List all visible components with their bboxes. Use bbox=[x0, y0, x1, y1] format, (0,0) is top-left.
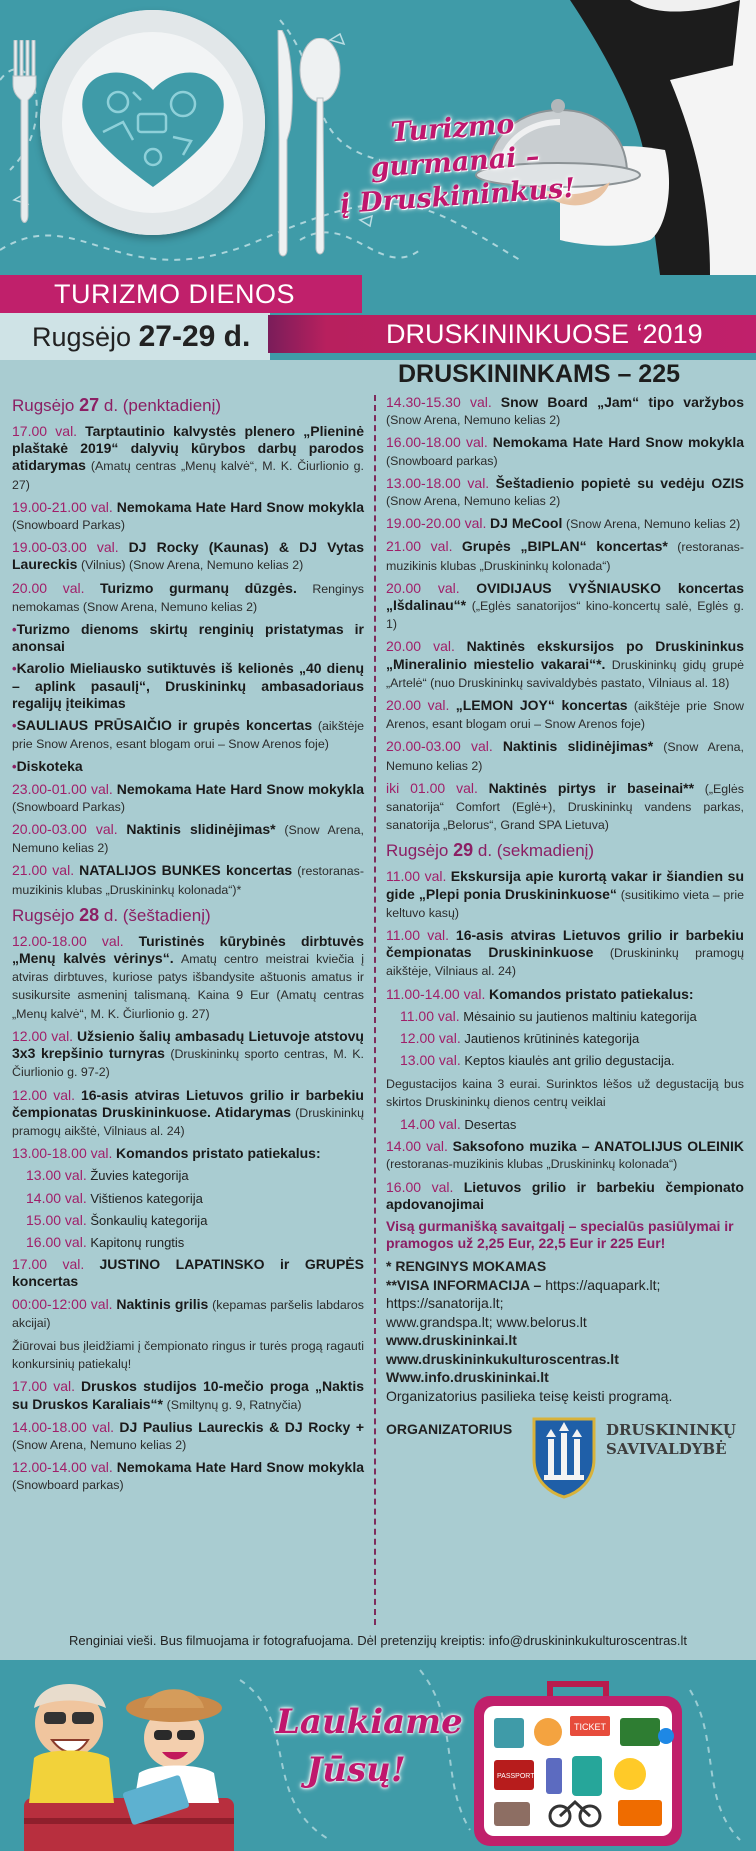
welcome-text: Laukiame Jūsų! bbox=[276, 1702, 463, 1790]
event-place: (aikštėje prie Snow Arenos, esant blogam orui – Snow Arenos foje) bbox=[386, 699, 744, 732]
event-place: (Snowboard Parkas) bbox=[12, 799, 125, 814]
event-title: Naktinis grilis bbox=[116, 1295, 209, 1312]
day-label: Rugsėjo bbox=[12, 396, 75, 415]
event-place: (restoranas-muzikinis klubas „Druskininkų kolonada“)* bbox=[12, 864, 364, 897]
slogan-line-2: į Druskininkus! bbox=[338, 172, 577, 221]
day-weekday: d. (šeštadienį) bbox=[103, 905, 211, 925]
event-place: (Snow Arena, Nemuno kelias 2) bbox=[386, 413, 561, 428]
event-time: 16.00 val. bbox=[386, 1178, 454, 1195]
event-title: DJ Paulius Laureckis & DJ Rocky + bbox=[119, 1418, 364, 1435]
event-time: 12.00 val. bbox=[12, 1086, 76, 1103]
event-title: Turizmo gurmanų dūzgės. bbox=[100, 579, 297, 596]
event-place: Amatų centro meistrai kviečia į atviras dirbtuves, kuriose patys išbandysite aštuonis amatus ir susikursite asmeninį talismaną. Kaina 9 Eur (Amatų centras „Menų kalvė“, M. K. Čiurlionio g. 27) bbox=[12, 952, 364, 1021]
category-time: 12.00 val. bbox=[400, 1030, 461, 1047]
event-item bbox=[386, 1138, 744, 1173]
event-item bbox=[12, 1296, 364, 1332]
event-place: (restoranas-muzikinis klubas „Druskininkų kolonada“) bbox=[386, 540, 744, 573]
tourism-days-banner: TURIZMO DIENOS bbox=[0, 275, 362, 313]
event-time: 20.00-03.00 val. bbox=[386, 738, 493, 755]
event-time: 17.00 val. bbox=[12, 1256, 85, 1273]
event-title: Naktinis slidinėjimas* bbox=[126, 821, 276, 838]
event-place: (Snow Arena, Nemuno kelias 2) bbox=[566, 517, 741, 532]
event-title: „LEMON JOY“ koncertas bbox=[455, 697, 628, 714]
event-place: (kepamas paršelis labdaros akcijai) bbox=[12, 1297, 364, 1330]
event-title: Naktinės ekskursijos po Druskininkus „Mineralinio miestelio vakarai“*. bbox=[386, 638, 744, 672]
event-time: 13.00-18.00 val. bbox=[386, 474, 490, 491]
event-place: (Druskininkų sporto centras, M. K. Čiurlionio g. 97-2) bbox=[12, 1047, 364, 1080]
event-title: SAULIAUS PRŪSAIČIO ir grupės koncertas bbox=[16, 717, 313, 734]
organizer-name: DRUSKININKŲ SAVIVALDYBĖ bbox=[606, 1421, 736, 1459]
event-item bbox=[386, 394, 744, 429]
category-time: 13.00 val. bbox=[26, 1167, 87, 1184]
link-info-druskininkai[interactable]: Www.info.druskininkai.lt bbox=[386, 1369, 549, 1386]
event-time: 19.00-21.00 val. bbox=[12, 498, 113, 515]
event-time: 20.00-03.00 val. bbox=[12, 821, 118, 838]
dessert-item: 14.00 val. Desertas bbox=[400, 1115, 517, 1132]
event-item bbox=[12, 1145, 364, 1162]
druskininkai-225-title: DRUSKININKAMS – 225 bbox=[398, 360, 681, 388]
event-item bbox=[386, 780, 744, 835]
event-item bbox=[12, 621, 364, 655]
category-time: 14.00 val. bbox=[26, 1189, 87, 1206]
event-title: Turistinės kūrybinės dirbtuvės „Menų kalvės vėrinys“. bbox=[12, 932, 364, 967]
event-time: 21.00 val. bbox=[12, 862, 75, 879]
event-item bbox=[12, 539, 364, 574]
coat-of-arms-icon bbox=[528, 1415, 600, 1499]
event-item bbox=[12, 758, 364, 775]
event-title: Saksofono muzika – ANATOLIJUS OLEINIK bbox=[452, 1138, 744, 1155]
dish-category bbox=[400, 1008, 744, 1025]
travelers-illustration bbox=[14, 1668, 246, 1851]
footer-illustration bbox=[0, 1660, 756, 1851]
paid-note: * RENGINYS MOKAMAS bbox=[386, 1258, 547, 1275]
day-number: 27 bbox=[79, 395, 100, 415]
weekend-promo: Visą gurmanišką savaitgalį – specialūs pasiūlymai ir pramogos už 2,25 Eur, 22,5 Eur ir 225 Eur! bbox=[386, 1217, 734, 1252]
event-place: (Vilnius) (Snow Arena, Nemuno kelias 2) bbox=[81, 558, 304, 573]
event-place: Druskininkų gidų grupė „Artelė“ (nuo Druskininkų savivaldybės pastato, Vilniaus al. 18) bbox=[386, 657, 744, 690]
category-name: Mėsainio su jautienos maltiniu kategorija bbox=[463, 1008, 697, 1024]
event-title: DJ Rocky (Kaunas) & DJ Vytas Laureckis bbox=[12, 539, 364, 573]
right-column bbox=[386, 394, 744, 1505]
event-title: DJ MeCool bbox=[490, 515, 563, 532]
event-title: 16-asis atviras Lietuvos grilio ir barbekiu čempionatas Druskininkuose bbox=[386, 927, 744, 961]
event-title: 16-asis atviras Lietuvos grilio ir barbekiu čempionatas Druskininkuose. Atidarymas bbox=[12, 1086, 364, 1120]
event-place: (Snow Arena, Nemuno kelias 2) bbox=[12, 1437, 187, 1452]
event-time: 16.00-18.00 val. bbox=[386, 434, 488, 451]
event-place: Renginys nemokamas (Snow Arena, Nemuno kelias 2) bbox=[12, 581, 364, 614]
slogan bbox=[327, 103, 584, 222]
link-druskininkai[interactable]: www.druskininkai.lt bbox=[386, 1332, 517, 1349]
event-item bbox=[386, 580, 744, 634]
day-heading-28 bbox=[12, 904, 364, 927]
event-time: 11.00 val. bbox=[386, 868, 447, 885]
day-weekday: d. (sekmadienį) bbox=[477, 841, 595, 861]
event-time: 14.00 val. bbox=[386, 1138, 448, 1155]
category-time: 13.00 val. bbox=[400, 1052, 461, 1069]
event-item bbox=[12, 1378, 364, 1413]
column-divider bbox=[374, 395, 376, 1625]
passport-label: PASSPORT bbox=[497, 1773, 535, 1780]
dish-category bbox=[26, 1190, 364, 1207]
category-time: 16.00 val. bbox=[26, 1233, 87, 1250]
event-item bbox=[12, 781, 364, 816]
footer-note: Renginiai vieši. Bus filmuojama ir fotografuojama. Dėl pretenzijų kreiptis: info@druskininkukulturoscentras.lt bbox=[69, 1633, 687, 1648]
event-place: (Snowboard parkas) bbox=[386, 453, 498, 468]
event-place: (Druskininkų pramogų aikštė, Vilniaus al. 24) bbox=[12, 1105, 364, 1138]
link-aquapark[interactable]: https://aquapark.lt; bbox=[545, 1276, 661, 1293]
event-place: (restoranas-muzikinis klubas „Druskininkų kolonada“) bbox=[386, 1157, 678, 1172]
event-item bbox=[386, 986, 744, 1003]
event-time: 17.00 val. bbox=[12, 1378, 76, 1395]
category-name: Kapitonų rungtis bbox=[90, 1234, 185, 1250]
category-name: Šonkaulių kategorija bbox=[90, 1212, 208, 1228]
dish-category bbox=[26, 1212, 364, 1229]
event-time: 12.00-14.00 val. bbox=[12, 1459, 113, 1476]
event-place: (susitikimo vieta – prie keltuvo kasų) bbox=[386, 887, 744, 920]
event-item bbox=[386, 697, 744, 733]
event-title: Šeštadienio popietė su vedėju OZIS bbox=[495, 474, 744, 491]
event-item bbox=[12, 821, 364, 857]
date-prefix: Rugsėjo bbox=[32, 322, 132, 352]
dish-category bbox=[400, 1052, 744, 1069]
left-column bbox=[12, 392, 364, 1500]
category-name: Jautienos krūtininės kategorija bbox=[464, 1031, 640, 1047]
event-item bbox=[12, 580, 364, 616]
dish-category bbox=[26, 1234, 364, 1251]
category-time: 11.00 val. bbox=[400, 1007, 460, 1024]
event-title: Tarptautinio kalvystės plenero „Plieninė plaštakė 2019“ dalyvių kūrybos darbų parodos atidarymas bbox=[12, 423, 364, 474]
day-number: 29 bbox=[453, 840, 474, 861]
category-name: Keptos kiaulės ant grilio degustacija. bbox=[464, 1053, 675, 1069]
event-item bbox=[12, 862, 364, 898]
event-item bbox=[386, 475, 744, 510]
event-place: (Snow Arena, Nemuno kelias 2) bbox=[12, 823, 364, 856]
event-title: Nemokama Hate Hard Snow mokykla bbox=[116, 498, 364, 515]
event-time: 11.00-14.00 val. bbox=[386, 985, 486, 1002]
event-time: 17.00 val. bbox=[12, 423, 78, 439]
event-title: Nemokama Hate Hard Snow mokykla bbox=[116, 1459, 364, 1476]
dish-category bbox=[400, 1030, 744, 1047]
event-title: Grupės „BIPLAN“ koncertas* bbox=[461, 538, 668, 555]
tasting-note: Degustacijos kaina 3 eurai. Surinktos lėšos už degustaciją bus skirtos Druskininkų dienos centrų veiklai bbox=[386, 1076, 744, 1109]
event-item bbox=[12, 1256, 364, 1290]
event-time: 20.00 val. bbox=[12, 579, 85, 596]
day-label: Rugsėjo bbox=[12, 905, 75, 925]
event-title: OVIDIJAUS VYŠNIAUSKO koncertas „Išdalinau“* bbox=[386, 579, 744, 614]
event-title: Užsienio šalių ambasadų Lietuvoje atstovų 3x3 krepšinio turnyras bbox=[12, 1027, 364, 1062]
dish-category bbox=[26, 1167, 364, 1184]
event-item bbox=[12, 1028, 364, 1082]
event-item bbox=[386, 927, 744, 981]
event-item bbox=[12, 660, 364, 712]
event-time: 00:00-12:00 val. bbox=[12, 1295, 113, 1312]
event-time: 11.00 val. bbox=[386, 927, 449, 944]
event-place: (aikštėje prie Snow Arenos, esant blogam orui – Snow Arenos foje) bbox=[12, 719, 364, 752]
event-time: 20.00 val. bbox=[386, 579, 460, 596]
event-place: (Snowboard parkas) bbox=[12, 1478, 124, 1493]
event-title: Naktinės pirtys ir baseinai** bbox=[488, 779, 695, 796]
organizer-block bbox=[386, 1415, 744, 1505]
event-place: (Snow Arena, Nemuno kelias 2) bbox=[386, 494, 561, 509]
event-item bbox=[12, 1087, 364, 1141]
event-title: Ekskursija apie kurortą vakar ir šiandien su gide „Plepi ponia Druskininkuose“ bbox=[386, 868, 744, 902]
heart-icon bbox=[78, 62, 228, 192]
event-title: Naktinis slidinėjimas* bbox=[502, 738, 654, 755]
event-item bbox=[12, 1459, 364, 1494]
event-time: 20.00 val. bbox=[386, 638, 455, 655]
knife-icon bbox=[272, 30, 298, 260]
day-heading-27 bbox=[12, 394, 364, 417]
link-grandspa-belorus[interactable]: www.grandspa.lt; www.belorus.lt bbox=[386, 1313, 587, 1330]
info-label: **VISA INFORMACIJA – bbox=[386, 1276, 546, 1293]
event-title: Druskos studijos 10-mečio proga „Naktis su Druskos Karaliais“* bbox=[12, 1378, 364, 1412]
event-place: (Snow Arena, Nemuno kelias 2) bbox=[386, 740, 744, 773]
event-time: 13.00-18.00 val. bbox=[12, 1145, 113, 1162]
event-time: 14.30-15.30 val. bbox=[386, 394, 492, 410]
event-item bbox=[386, 515, 744, 533]
event-time: 12.00-18.00 val. bbox=[12, 932, 124, 949]
slogan-line-1: Turizmo gurmanai – bbox=[369, 108, 541, 184]
event-item bbox=[386, 638, 744, 692]
event-item bbox=[12, 423, 364, 494]
event-place: (Snowboard Parkas) bbox=[12, 518, 125, 533]
event-time: 14.00-18.00 val. bbox=[12, 1418, 115, 1435]
event-title: Komandos pristato patiekalus: bbox=[116, 1145, 321, 1162]
event-title: Komandos pristato patiekalus: bbox=[489, 985, 694, 1002]
event-item bbox=[12, 933, 364, 1023]
event-time: 21.00 val. bbox=[386, 538, 453, 555]
day-label: Rugsėjo bbox=[386, 841, 449, 861]
header-illustration bbox=[0, 0, 756, 360]
day-heading-29 bbox=[386, 839, 744, 862]
event-time: 19.00-20.00 val. bbox=[386, 515, 487, 532]
event-place: („Eglės sanatorija“ Comfort (Eglė+), Druskininkų vandens parkas, sanatorija „Belorus“, Grand SPA Lietuva) bbox=[386, 781, 744, 833]
event-place: („Eglės sanatorijos“ kino-koncertų salė, Eglės g. 1) bbox=[386, 599, 744, 632]
event-title: Nemokama Hate Hard Snow mokykla bbox=[492, 434, 744, 451]
event-title: Diskoteka bbox=[16, 758, 83, 775]
event-time: 20.00 val. bbox=[386, 697, 450, 714]
event-item bbox=[12, 1419, 364, 1454]
suitcase-illustration bbox=[470, 1678, 686, 1848]
date-range: 27-29 d. bbox=[138, 320, 251, 353]
day-weekday: d. (penktadienį) bbox=[103, 396, 222, 415]
event-item bbox=[386, 738, 744, 774]
event-time: 19.00-03.00 val. bbox=[12, 539, 119, 556]
druskininkai-banner: DRUSKININKUOSE ‘2019 bbox=[268, 315, 756, 353]
event-title: Karolio Mieliausko sutiktuvės iš kelionės „40 dienų – aplink pasaulį“, Druskininkų ambasadoriaus regalijų įteikimas bbox=[12, 660, 364, 711]
event-item bbox=[386, 538, 744, 574]
info-block bbox=[386, 1257, 744, 1405]
event-title: JUSTINO LAPATINSKO ir GRUPĖS koncertas bbox=[12, 1256, 364, 1290]
spectators-note: Žiūrovai bus įleidžiami į čempionato ringus ir turės progą ragauti konkursinių patiekalų! bbox=[12, 1338, 364, 1372]
category-name: Žuvies kategorija bbox=[90, 1168, 189, 1184]
event-time: 23.00-01.00 val. bbox=[12, 780, 113, 797]
link-sanatorija[interactable]: https://sanatorija.lt; bbox=[386, 1295, 504, 1312]
event-place: (Smiltynų g. 9, Ratnyčia) bbox=[166, 1397, 302, 1412]
event-item bbox=[386, 434, 744, 469]
organizer-label: ORGANIZATORIUS bbox=[386, 1421, 513, 1438]
event-title: Lietuvos grilio ir barbekiu čempionato apdovanojimai bbox=[386, 1178, 744, 1212]
event-place: (Druskininkų pramogų aikštėje, Vilniaus al. 24) bbox=[386, 946, 744, 979]
fork-icon bbox=[10, 40, 40, 260]
event-item bbox=[386, 1179, 744, 1213]
event-title: NATALIJOS BUNKES koncertas bbox=[79, 862, 293, 879]
category-time: 15.00 val. bbox=[26, 1211, 87, 1228]
reserve-note: Organizatorius pasilieka teisę keisti programą. bbox=[386, 1387, 673, 1404]
event-time: iki 01.00 val. bbox=[386, 779, 478, 796]
event-title: Nemokama Hate Hard Snow mokykla bbox=[116, 780, 364, 797]
event-time: 12.00 val. bbox=[12, 1027, 74, 1044]
link-culture-centre[interactable]: www.druskininkukulturoscentras.lt bbox=[386, 1350, 619, 1367]
ticket-label: TICKET bbox=[574, 1722, 607, 1732]
event-item bbox=[386, 868, 744, 922]
event-item bbox=[12, 717, 364, 753]
event-item bbox=[12, 499, 364, 534]
event-title: Turizmo dienoms skirtų renginių pristatymas ir anonsai bbox=[12, 621, 364, 655]
category-name: Vištienos kategorija bbox=[90, 1190, 203, 1206]
day-number: 28 bbox=[79, 904, 100, 925]
event-title: Snow Board „Jam“ tipo varžybos bbox=[500, 394, 744, 410]
event-place: (Amatų centras „Menų kalvė“, M. K. Čiurlionio g. 27) bbox=[12, 459, 364, 492]
event-dates bbox=[0, 313, 270, 360]
